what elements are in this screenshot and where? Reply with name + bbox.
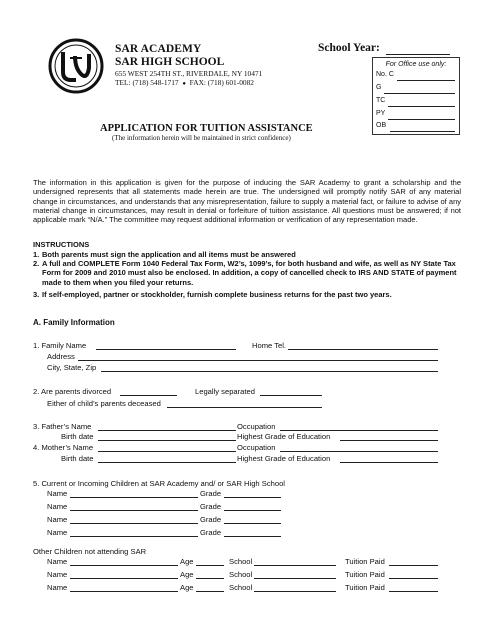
tuition-paid-field[interactable] — [389, 591, 438, 592]
other-child-age-field[interactable] — [196, 565, 224, 566]
office-row-label: G — [376, 84, 382, 91]
child-name-label: Name — [47, 489, 68, 498]
instruction-text: A full and COMPLETE Form 1040 Federal Tax Form, W2’s, 1099’s, for both husband and wife, as well as NY State Tax Form for 2009 and 2010 must also be enclosed. In addition, a copy of cancelled check to IRS AND STATE of payment made to them when you filed your returns. — [42, 259, 457, 287]
child-grade-field[interactable] — [224, 510, 281, 511]
other-child-name-label: Name — [47, 557, 68, 566]
other-child-name-field[interactable] — [70, 565, 178, 566]
home-tel-field[interactable] — [288, 349, 438, 350]
other-child-name-field[interactable] — [70, 591, 178, 592]
instruction-item — [33, 290, 463, 299]
city-state-zip-label: City, State, Zip — [47, 363, 97, 372]
other-child-age-field[interactable] — [196, 591, 224, 592]
office-row-label: PY — [376, 110, 386, 117]
child-name-field[interactable] — [70, 497, 198, 498]
school-fax: FAX: (718) 601-0082 — [189, 78, 254, 87]
mother-education-label: Highest Grade of Education — [237, 454, 331, 463]
mother-education-field[interactable] — [340, 462, 438, 463]
school-tel: TEL: (718) 548-1717 — [115, 78, 179, 87]
instruction-item — [33, 259, 463, 287]
child-grade-field[interactable] — [224, 523, 281, 524]
office-field[interactable] — [397, 80, 455, 81]
school-name-high-school: SAR HIGH SCHOOL — [115, 56, 225, 68]
other-child-school-label: School — [229, 557, 253, 566]
other-child-name-label: Name — [47, 570, 68, 579]
tuition-paid-label: Tuition Paid — [345, 570, 385, 579]
child-name-field[interactable] — [70, 523, 198, 524]
father-birth-date-label: Birth date — [61, 432, 94, 441]
father-name-label: 3. Father’s Name — [33, 422, 92, 431]
child-name-field[interactable] — [70, 510, 198, 511]
school-logo — [48, 38, 104, 94]
children-heading: 5. Current or Incoming Children at SAR Academy and/ or SAR High School — [33, 479, 285, 488]
instruction-item — [33, 250, 463, 259]
address-field[interactable] — [78, 360, 438, 361]
other-child-name-label: Name — [47, 583, 68, 592]
application-title: APPLICATION FOR TUITION ASSISTANCE — [100, 123, 313, 134]
instruction-text: Both parents must sign the application and all items must be answered — [42, 250, 296, 259]
instruction-number: 1. — [33, 250, 40, 259]
legally-separated-label: Legally separated — [195, 387, 255, 396]
other-child-school-field[interactable] — [254, 578, 336, 579]
other-child-age-label: Age — [180, 570, 194, 579]
bullet-icon: ● — [182, 81, 186, 87]
legally-separated-field[interactable] — [260, 395, 322, 396]
address-label: Address — [47, 352, 75, 361]
city-state-zip-field[interactable] — [101, 371, 438, 372]
tuition-paid-label: Tuition Paid — [345, 557, 385, 566]
office-field[interactable] — [390, 131, 455, 132]
home-tel-label: Home Tel. — [252, 341, 287, 350]
child-grade-label: Grade — [200, 502, 222, 511]
office-row-label: No. C — [376, 71, 394, 78]
section-a-heading: A. Family Information — [33, 318, 115, 327]
father-occupation-field[interactable] — [280, 430, 438, 431]
office-field[interactable] — [388, 106, 455, 107]
instruction-number: 3. — [33, 290, 40, 299]
application-subtitle: (The information herein will be maintained in strict confidence) — [112, 134, 291, 142]
intro-paragraph: The information in this application is given for the purpose of inducing the SAR Academy to grant a scholarship and the undersigned represents that all statements made herein are true. The undersigned will promptly notify SAR of any material change in circumstances, and understands that any misrepresentation, failure to supply a material fact, or failure to advise of any material change in circumstances, may result in denial or forfeiture of tuition assistance. All questions must be answered; if not applicable mark “N/A.” The committee may request additional information or verification of any representation made. — [33, 178, 461, 225]
parents-divorced-label: 2. Are parents divorced — [33, 387, 112, 396]
other-children-heading: Other Children not attending SAR — [33, 547, 147, 556]
other-child-name-field[interactable] — [70, 578, 178, 579]
mother-occupation-field[interactable] — [280, 451, 438, 452]
school-address: 655 WEST 254TH ST., RIVERDALE, NY 10471 — [115, 69, 263, 78]
other-child-age-label: Age — [180, 583, 194, 592]
child-grade-label: Grade — [200, 528, 222, 537]
other-child-school-field[interactable] — [254, 591, 336, 592]
office-field[interactable] — [388, 119, 455, 120]
child-name-field[interactable] — [70, 536, 198, 537]
family-name-label: 1. Family Name — [33, 341, 87, 350]
tuition-paid-label: Tuition Paid — [345, 583, 385, 592]
other-child-school-label: School — [229, 583, 253, 592]
parent-deceased-label: Either of child’s parents deceased — [47, 399, 161, 408]
child-grade-field[interactable] — [224, 536, 281, 537]
instruction-number: 2. — [33, 259, 40, 268]
instructions-heading: INSTRUCTIONS — [33, 240, 90, 249]
other-child-age-label: Age — [180, 557, 194, 566]
child-grade-label: Grade — [200, 515, 222, 524]
child-name-label: Name — [47, 528, 68, 537]
mother-name-label: 4. Mother’s Name — [33, 443, 94, 452]
child-grade-label: Grade — [200, 489, 222, 498]
school-year-field[interactable] — [386, 54, 450, 55]
office-use-box — [372, 57, 460, 135]
mother-name-field[interactable] — [98, 451, 236, 452]
other-child-school-field[interactable] — [254, 565, 336, 566]
school-contact — [115, 78, 254, 87]
father-occupation-label: Occupation — [237, 422, 276, 431]
instruction-text: If self-employed, partner or stockholder, furnish complete business returns for the past two years. — [42, 290, 392, 299]
father-birth-date-field[interactable] — [98, 440, 236, 441]
office-use-title: For Office use only: — [385, 61, 447, 68]
tuition-paid-field[interactable] — [389, 578, 438, 579]
office-field[interactable] — [384, 93, 455, 94]
family-name-field[interactable] — [96, 349, 236, 350]
parent-deceased-field[interactable] — [167, 407, 322, 408]
school-name-academy: SAR ACADEMY — [115, 43, 202, 55]
father-education-label: Highest Grade of Education — [237, 432, 331, 441]
mother-birth-date-label: Birth date — [61, 454, 94, 463]
father-education-field[interactable] — [340, 440, 438, 441]
mother-occupation-label: Occupation — [237, 443, 276, 452]
other-child-school-label: School — [229, 570, 253, 579]
office-row-label: OB — [376, 122, 387, 129]
father-name-field[interactable] — [98, 430, 236, 431]
other-child-age-field[interactable] — [196, 578, 224, 579]
office-row-label: TC — [376, 97, 386, 104]
school-year-label: School Year: — [318, 42, 380, 54]
parents-divorced-field[interactable] — [120, 395, 177, 396]
child-name-label: Name — [47, 502, 68, 511]
mother-birth-date-field[interactable] — [98, 462, 236, 463]
child-grade-field[interactable] — [224, 497, 281, 498]
tuition-paid-field[interactable] — [389, 565, 438, 566]
child-name-label: Name — [47, 515, 68, 524]
